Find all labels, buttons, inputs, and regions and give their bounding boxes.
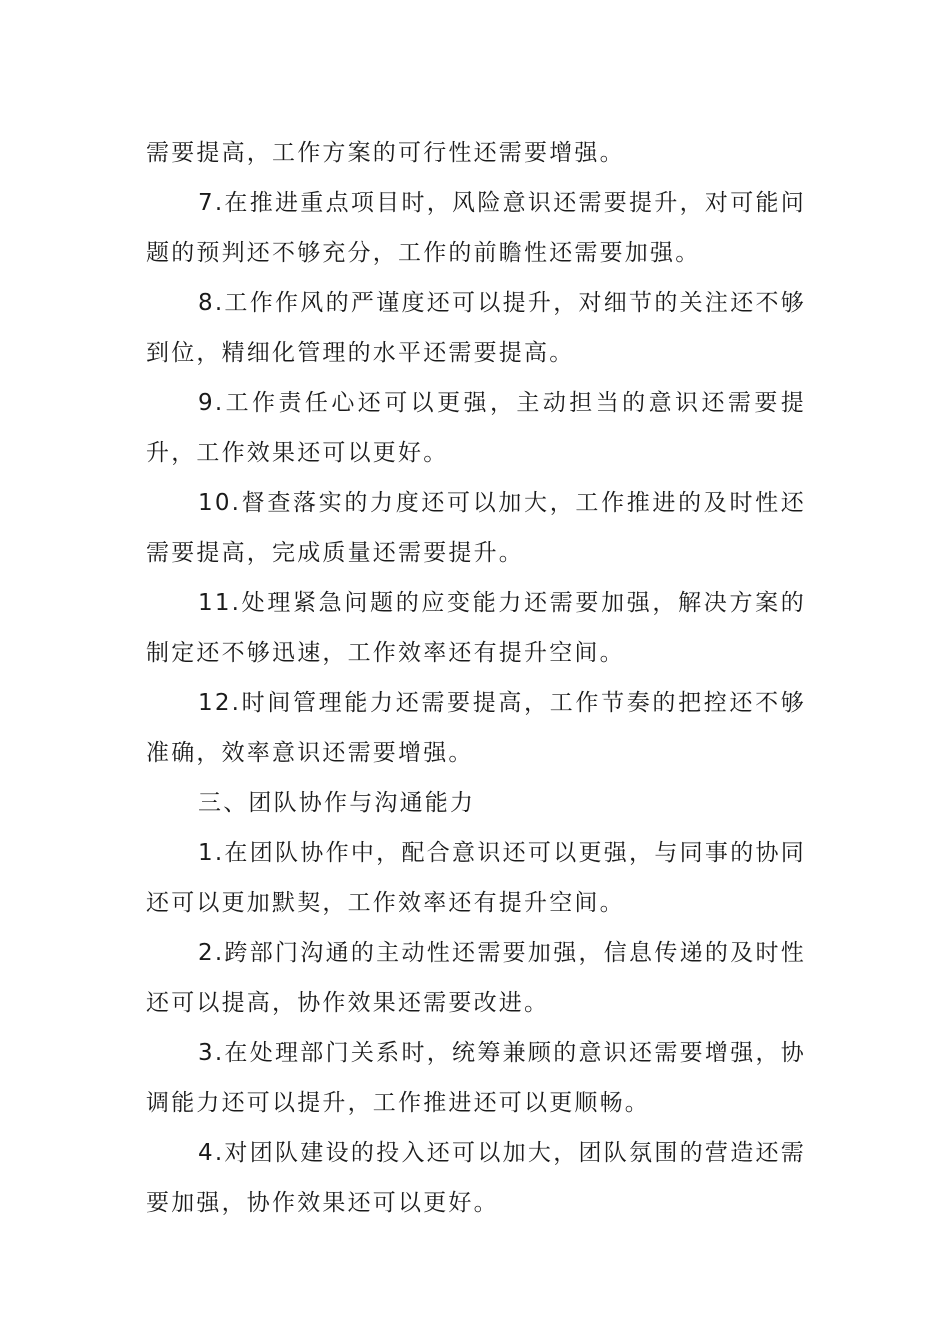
list-item-2: 2.跨部门沟通的主动性还需要加强，信息传递的及时性还可以提高，协作效果还需要改进。 [146,940,806,1016]
list-item-8: 8.工作作风的严谨度还可以提升，对细节的关注还不够到位，精细化管理的水平还需要提高。 [146,290,806,366]
list-item-11: 11.处理紧急问题的应变能力还需要加强，解决方案的制定还不够迅速，工作效率还有提升空间。 [146,590,806,666]
list-item-10: 10.督查落实的力度还可以加大，工作推进的及时性还需要提高，完成质量还需要提升。 [146,490,806,566]
list-item-9: 9.工作责任心还可以更强，主动担当的意识还需要提升，工作效果还可以更好。 [146,390,806,466]
section-heading: 三、团队协作与沟通能力 [198,790,476,816]
list-item-12: 12.时间管理能力还需要提高，工作节奏的把控还不够准确，效率意识还需要增强。 [146,690,806,766]
document-body [146,128,806,1228]
list-item-7: 7.在推进重点项目时，风险意识还需要提升，对可能问题的预判还不够充分，工作的前瞻性还需要加强。 [146,190,806,266]
list-item-3: 3.在处理部门关系时，统筹兼顾的意识还需要增强，协调能力还可以提升，工作推进还可以更顺畅。 [146,1040,806,1116]
list-item-1: 1.在团队协作中，配合意识还可以更强，与同事的协同还可以更加默契，工作效率还有提升空间。 [146,840,806,916]
list-item-4: 4.对团队建设的投入还可以加大，团队氛围的营造还需要加强，协作效果还可以更好。 [146,1140,806,1216]
paragraph-continued: 需要提高，工作方案的可行性还需要增强。 [146,140,625,166]
